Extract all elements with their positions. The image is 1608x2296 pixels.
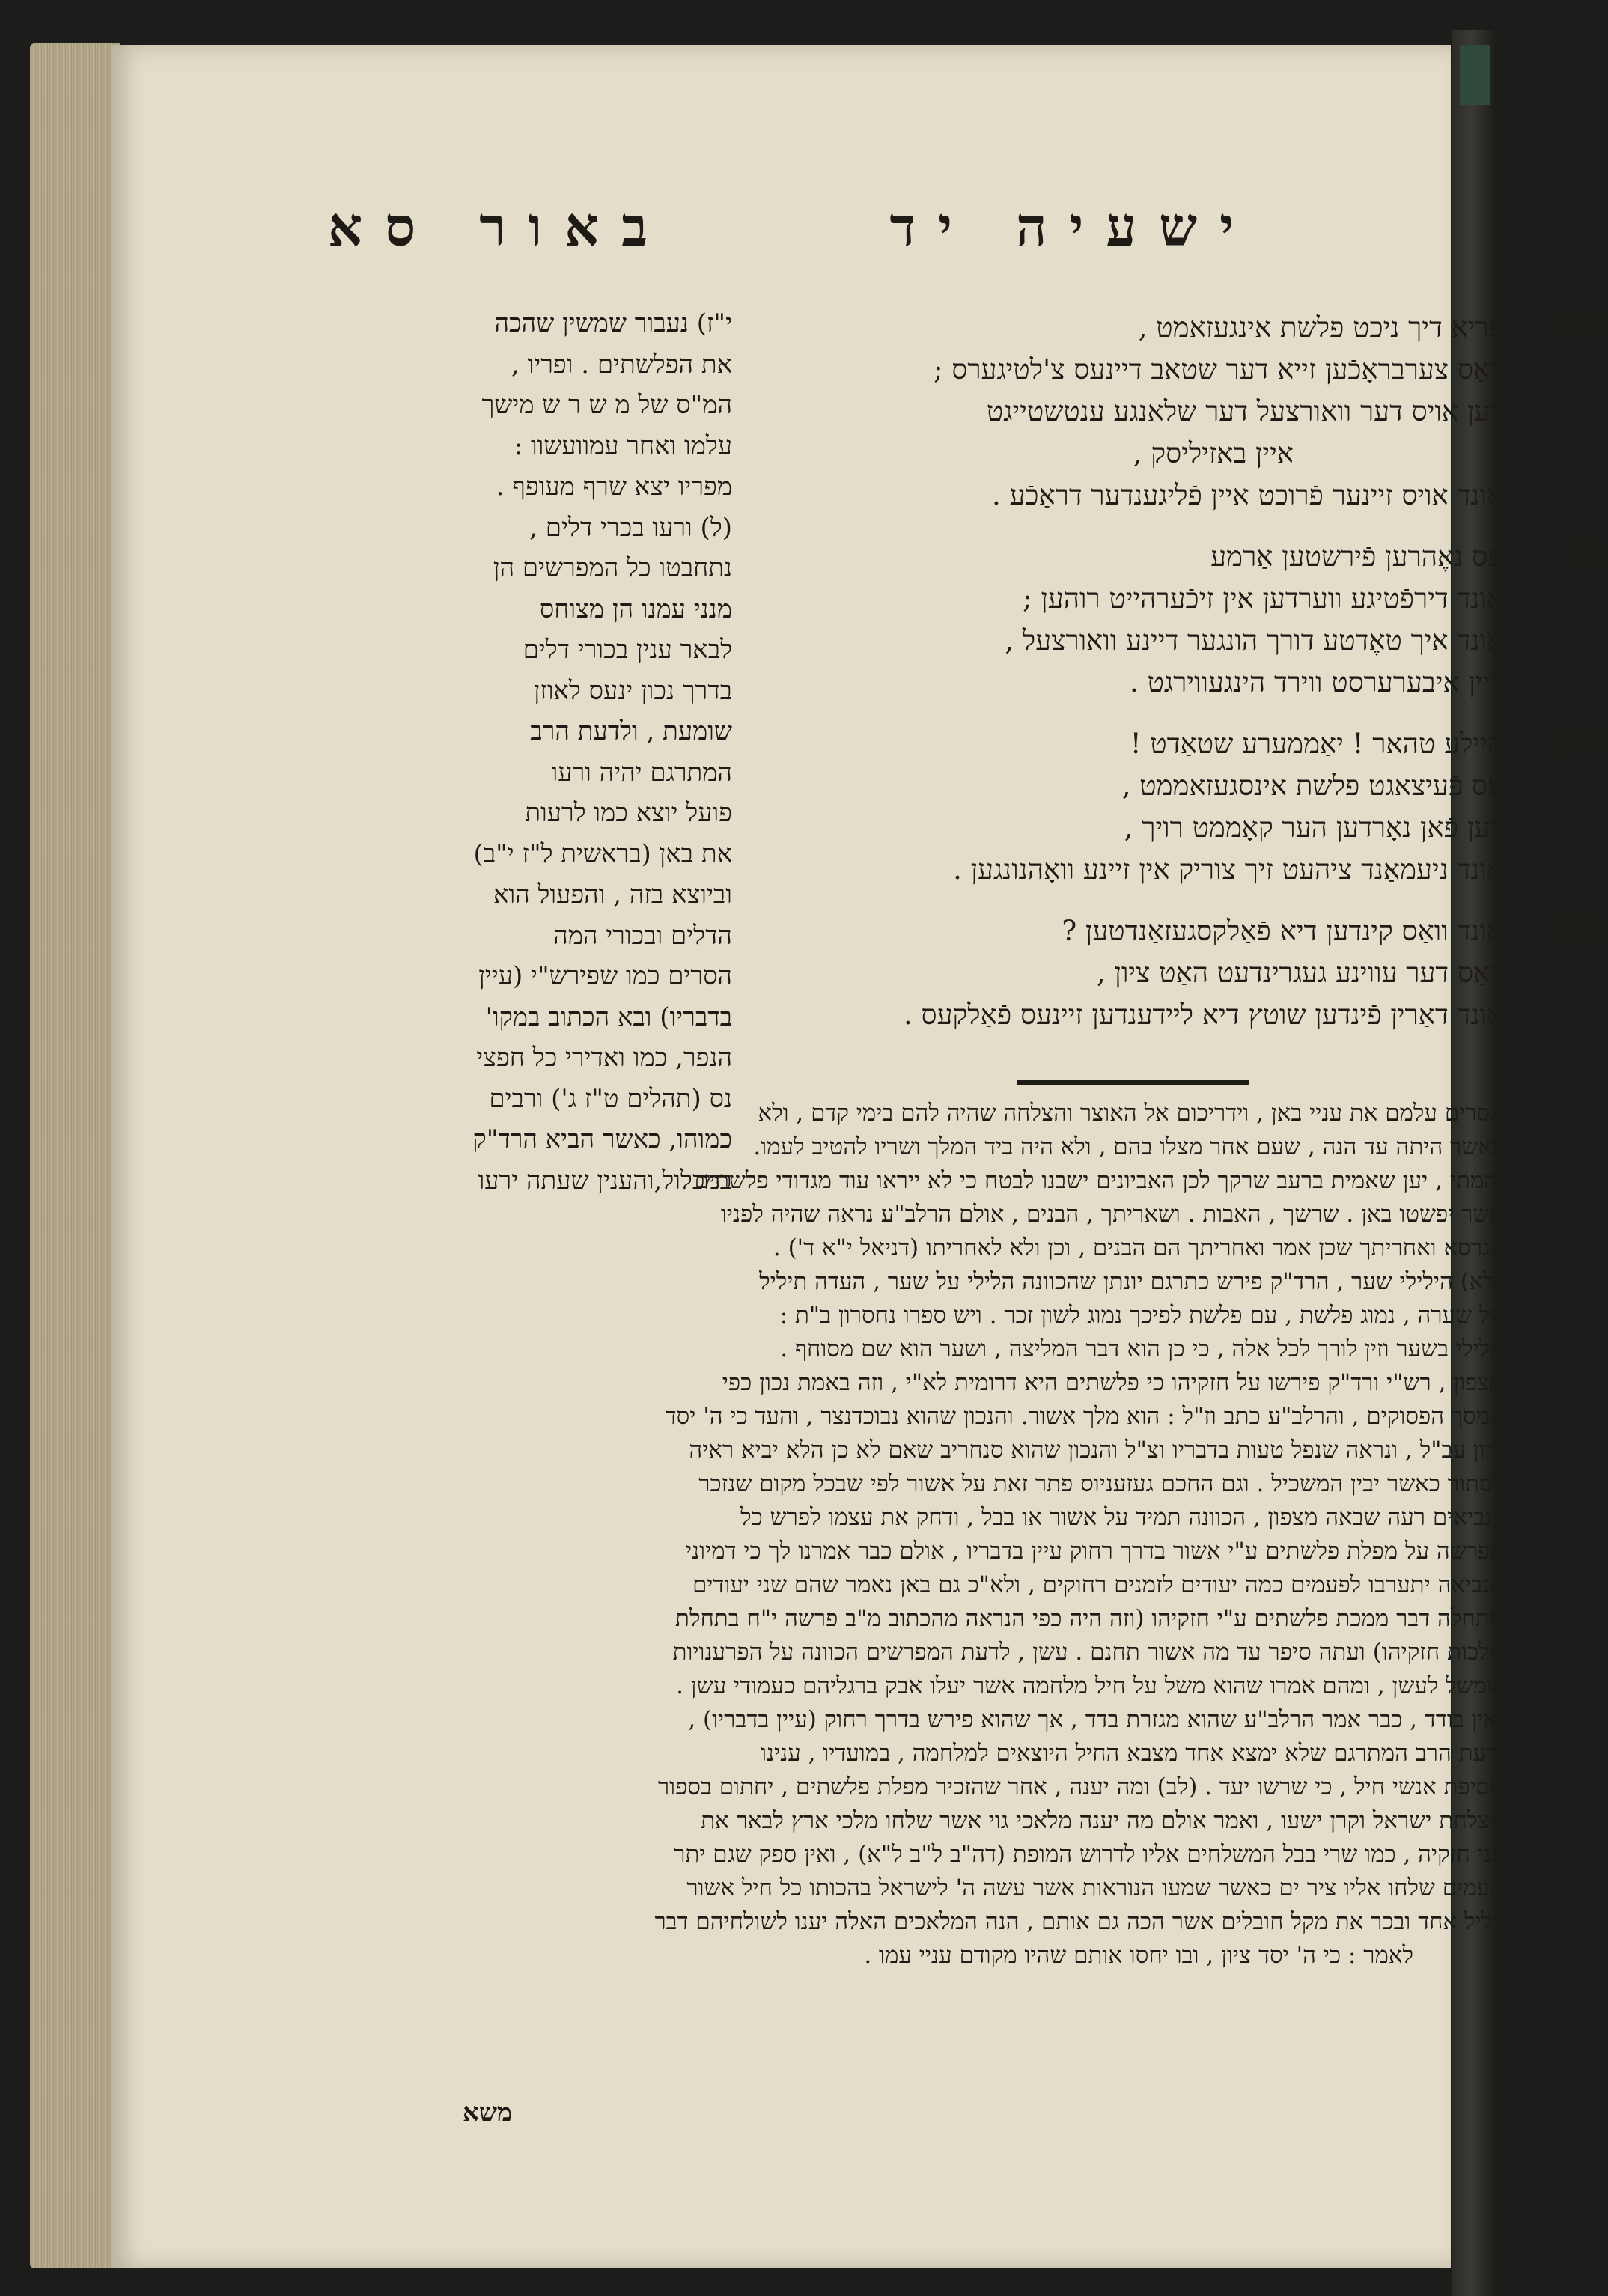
verse-line: עס פֿעיצאגט פלשת אינסגעזאממט , [1121, 770, 1503, 802]
commentary-line: מפריו יצא שרף מעופף . [496, 472, 732, 502]
commentary-line: הצלחת ישראל וקרן ישעו , ואמר אולם מה יענה מלאכי גוי אשר שלחו מלכי ארץ לבאר את [701, 1807, 1503, 1834]
commentary-line: המסך הפסוקים , והרלב"ע כתב וז"ל : הוא מלך אשור. והנכון שהוא נבוכדנצר , והעד כי ה' יסד [665, 1403, 1503, 1430]
verse-line: דען אויס דער וואורצעל דער שלאנגע ענטשטייגט [986, 395, 1503, 427]
commentary-line: בדבריו) ובא הכתוב במקו' [485, 1002, 732, 1032]
verse-32 [717, 910, 1608, 1036]
commentary-line: והמתי , יען שאמית ברעב שרקך לכן האביונים ישבנו לבטח כי לא ייראו עוד מגדודי פלשתים [694, 1167, 1503, 1194]
commentary-line: נתחבטו כל המפרשים הן [493, 553, 732, 583]
verse-line: אונד איך טאֶדטע דורך הונגער דיינע וואורצעל , [1005, 624, 1503, 657]
running-title-left: באור סא [328, 195, 670, 258]
verse-line: דיין איבערערסט ווירד הינגעווירגט . [1130, 666, 1503, 698]
verse-line: אונד דאַרין פֿינדען שוטץ דיא ליידענדען זיינעס פֿאַלקעס . [904, 999, 1503, 1031]
commentary-line: מתחלה דבר ממכת פלשתים ע"י חזקיהו (וזה היה כפי הנראה מהכתוב מ"ב פרשה י"ח בתחלת [675, 1605, 1503, 1632]
verse-number: (כט) [1550, 307, 1608, 341]
commentary-line: אשר יפשטו באן . שרשך , האבות . ושאריתך , הבנים , אולם הרלב"ע נראה שהיה לפניו [720, 1201, 1503, 1228]
verse-line: אונד ניעמאַנד ציהעט זיך צוריק אין זיינע וואָהנונגען . [953, 853, 1503, 886]
commentary-line: נס (תהלים ט"ז ג') ורבים [489, 1083, 732, 1114]
commentary-line: ואין בודד , כבר אמר הרלב"ע שהוא מגזרת בדד , אך שהוא פירש בדרך רחוק (עיין בדבריו) , [688, 1706, 1503, 1733]
commentary-line: וביוצא בזה , והפעול הוא [493, 880, 732, 910]
running-title-right: ישעיה יד [889, 195, 1256, 258]
section-divider-rule [1017, 1080, 1249, 1085]
commentary-line: הנביאה יתערבו לפעמים כמה יעודים לזמנים רחוקים , ולא"כ גם באן נאמר שהם שני יעודים [692, 1571, 1503, 1598]
commentary-line: שמשל לעשן , ומהם אמרו שהוא משל על חיל מלחמה אשר יעלו אבק ברגליהם כעמודי עשן . [676, 1672, 1503, 1699]
verse-number: (לא) [1549, 723, 1608, 757]
verse-line: דאַס צערבראָכֿען זייא דער שטאב דיינעס צ'לטיגערס ; [934, 353, 1503, 386]
book-edge [30, 43, 120, 2268]
commentary-line: הגרסא ואחריתך שכן אמר ואחריתך הם הבנים , וכן ולא לאחריתו (דניאל י"א ד') . [773, 1234, 1503, 1261]
commentary-line: כאשר היתה עד הנה , שעם אחר מצלו בהם , ולא היה ביד המלך ושריו להטיב לעמו. [753, 1133, 1503, 1160]
verse-number: (ל) [1568, 536, 1608, 570]
commentary-line: לסתור כאשר יבין המשכיל . וגם החכם געזעניוס פתר זאת על אשור לפי שבכל מקום שנזכר [698, 1470, 1503, 1497]
verse-line: אונד דירפֿטיגע ווערדען אין זיכֿערהייט רוהען ; [1023, 582, 1503, 615]
commentary-line: מנני עמנו הן מצוחס [539, 594, 732, 624]
commentary-line: ודעת הרב המתרגם שלא ימצא אחד מצבא החיל היוצאים למלחמה , במועדיו , ענינו [761, 1740, 1503, 1767]
verse-line: היילע טהאר ! יאַממערע שטאַדט ! [1130, 728, 1503, 760]
commentary-line: הלילי בשער וזין לורך לכל אלה , כי כן הוא דבר המליצה , ושער הוא שם מסוחף . [780, 1336, 1503, 1362]
commentary-line: י"ז) נעבור שמשין שהכה [494, 308, 732, 338]
commentary-line: (לא) הילילי שער , הרד"ק פירש כתרגם יונתן שהכוונה הלילי על שער , העדה תיליל [759, 1268, 1503, 1295]
commentary-full-width [403, 1097, 1503, 1973]
catchword: משא [463, 2098, 513, 2128]
verse-30 [717, 536, 1608, 704]
commentary-line: הסרים כמו שפירש"י (עיין [478, 961, 732, 991]
commentary-line: הנפר, כמו ואדירי כל חפצי [476, 1043, 732, 1073]
commentary-line: את באן (בראשית ל"ז י"ב) [473, 838, 732, 869]
commentary-line: לאמר : כי ה' יסד ציון , ובו יחסו אותם שהיו מקודם עניי עמו . [864, 1942, 1413, 1969]
verse-line: עס נאֶהרען פֿירשטען אַרמע [1210, 540, 1503, 573]
verse-31 [717, 723, 1608, 891]
verse-line: דאַס דער עווינע געגרינדעט האַט ציון , [1096, 957, 1503, 989]
verse-line: פֿריא דיך ניכט פלשת אינגעזאמט , [1138, 311, 1503, 344]
commentary-line: (ל) ורעו בכרי דלים , [529, 512, 732, 543]
verse-line: אונד וואַס קינדען דיא פֿאַלקסגעזאַנדטען ? [1062, 915, 1503, 947]
commentary-line: ציון עב"ל , ונראה שנפל טעות בדבריו וצ"ל והנכון שהוא סנחריב שאם לא כן הלא יביא ראיה [689, 1437, 1503, 1464]
commentary-line: בדרך נכון ינעס לאוזן [533, 675, 732, 706]
page [111, 45, 1608, 2268]
commentary-line: פועל יוצא כמו לרעות [525, 798, 732, 828]
commentary-line: את הפלשתים . ופריו , [511, 349, 732, 380]
verse-line: אונד אויס זיינער פֿרוכט איין פֿליגענדער דראַכֿע . [991, 479, 1503, 511]
commentary-line: מצפון , רש"י ורד"ק פירשו על חזקיהו כי פלשתים היא דרומית לא"י , וזה באמת נכון כפי [722, 1369, 1503, 1396]
commentary-line: מלכות חזקיהו) ועתה סיפר עד מה אשור תחנם . עשן , לדעת המפרשים הכוונה על הפרענויות [672, 1639, 1503, 1666]
verse-number: (לב) [1553, 910, 1608, 944]
commentary-line: פני חזקיה , כמו שרי בבל המשלחים אליו לדרוש המופת (דה"ב ל"ב ל"א) , ואין ספק שגם יתר [674, 1841, 1503, 1868]
commentary-line: במכלול,והענין שעתה ירעו [478, 1165, 732, 1196]
commentary-line: על שערה , נמוג פלשת , עם פלשת לפיכך נמוג לשון זכר . ויש ספרו נחסרון ב"ת : [779, 1302, 1503, 1329]
verse-line: איין באזיליסק , [1133, 437, 1294, 469]
commentary-line: העמים שלחו אליו ציר ים כאשר שמעו הנוראות אשר עשה ה' לישראל בהכותו כל חיל אשור [686, 1875, 1503, 1901]
verse-line: דען פֿאן נאָרדען הער קאָממט רויך , [1124, 811, 1503, 844]
commentary-side-column [410, 303, 732, 1201]
commentary-line: המתרגם יהיה ורעו [551, 757, 732, 788]
commentary-line: המ"ס של מ ש ר ש מישך [481, 390, 732, 420]
commentary-line: הסרים עלמם את עניי באן , וידריכום אל האוצר והצלחה שהיה להם בימי קדם , ולא [758, 1100, 1503, 1127]
commentary-line: שומעת , ולדעת הרב [530, 716, 732, 746]
verse-column [717, 307, 1608, 1056]
commentary-line: הפרשה על מפלת פלשתים ע"י אשור בדרך רחוק עיין בדבריו , אולם כבר אמרנו לך כי דמיוני [685, 1538, 1503, 1565]
next-page-tab [1460, 45, 1490, 105]
commentary-line: בנביאים רעה שבאה מצפון , הכוונה תמיד על אשור או בבל , ודחק את עצמו לפרש כל [740, 1504, 1503, 1531]
commentary-line: עלמו ואחר עמוועשוו : [514, 430, 732, 461]
verse-29 [717, 307, 1608, 517]
commentary-line: אסיפת אנשי חיל , כי שרשו יעד . (לב) ומה יענה , אחר שהזכיר מפלת פלשתים , יחתום בספור [657, 1773, 1503, 1800]
commentary-line: כמוהו, כאשר הביא הרד"ק [472, 1124, 732, 1154]
commentary-line: בליל אחד ובכר את מקל חובלים אשר הכה גם אותם , הנה המלאכים האלה יענו לשולחיהם דבר [654, 1908, 1503, 1935]
commentary-line: לבאר ענין בכורי דלים [523, 635, 732, 665]
commentary-line: הדלים ובכורי המה [553, 920, 732, 951]
